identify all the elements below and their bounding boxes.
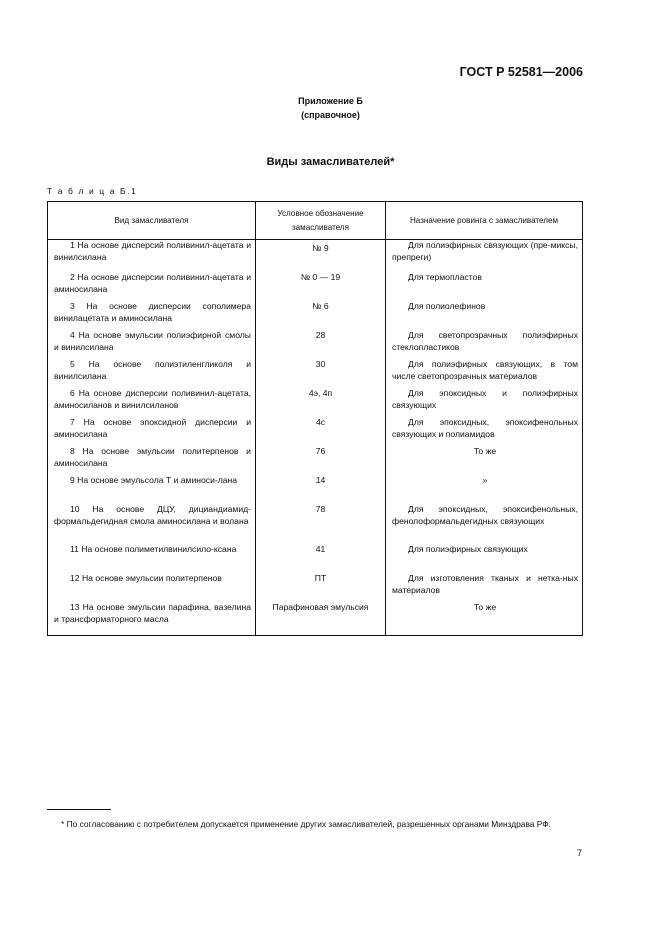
table-row (48, 446, 583, 475)
cell-symbol: Парафиновая эмульсия (256, 602, 386, 636)
table-row (48, 544, 583, 573)
table-row (48, 330, 583, 359)
document-title: Виды замасливателей* (266, 156, 395, 168)
cell-purpose: Для полиэфирных связующих (386, 544, 583, 573)
header-symbol: Условное обозначение замасливателя (256, 202, 386, 240)
cell-symbol: № 0 — 19 (256, 272, 386, 301)
table-row (48, 240, 583, 273)
cell-name: 13 На основе эмульсии парафина, вазелина и трансформаторного масла (48, 602, 256, 636)
cell-name: 12 На основе эмульсии политерпенов (48, 573, 256, 602)
cell-purpose: Для светопрозрачных полиэфирных стеклопластиков (386, 330, 583, 359)
cell-name: 11 На основе полиметилвинилсило-ксана (48, 544, 256, 573)
table-row (48, 301, 583, 330)
appendix-subtitle: (справочное) (301, 110, 360, 120)
table-header-row (48, 202, 583, 240)
cell-purpose: Для термопластов (386, 272, 583, 301)
cell-name: 10 На основе ДЦУ, дициандиамид-формальдегидная смола аминосилана и волана (48, 504, 256, 544)
cell-symbol: ПТ (256, 573, 386, 602)
cell-symbol: 4э, 4п (256, 388, 386, 417)
table-row (48, 573, 583, 602)
cell-name: 6 На основе дисперсии поливинил-ацетата, аминосиланов и винилсиланов (48, 388, 256, 417)
table-row (48, 475, 583, 504)
footnote-divider (47, 809, 111, 810)
cell-purpose: Для изготовления тканых и нетка-ных материалов (386, 573, 583, 602)
table-row (48, 388, 583, 417)
cell-symbol: 4с (256, 417, 386, 446)
standard-code: ГОСТ Р 52581—2006 (459, 65, 583, 79)
cell-symbol: 14 (256, 475, 386, 504)
cell-symbol: 41 (256, 544, 386, 573)
appendix-heading (0, 94, 661, 122)
cell-purpose: То же (386, 602, 583, 636)
cell-purpose: Для эпоксидных, эпоксифенольных связующих и полиамидов (386, 417, 583, 446)
table-row (48, 359, 583, 388)
cell-purpose: Для полиолефинов (386, 301, 583, 330)
cell-name: 9 На основе эмульсола Т и аминоси-лана (48, 475, 256, 504)
cell-purpose: » (386, 475, 583, 504)
appendix-title: Приложение Б (298, 96, 363, 106)
lubricants-table (47, 201, 583, 636)
table-row (48, 602, 583, 636)
cell-purpose: Для эпоксидных, эпоксифенольных, фенолоформальдегидных связующих (386, 504, 583, 544)
cell-name: 4 На основе эмульсии полиэфирной смолы и винилсилана (48, 330, 256, 359)
table-row (48, 417, 583, 446)
cell-symbol: 78 (256, 504, 386, 544)
cell-purpose: То же (386, 446, 583, 475)
cell-purpose: Для полиэфирных связующих (пре-миксы, препреги) (386, 240, 583, 273)
cell-name: 7 На основе эпоксидной дисперсии и аминосилана (48, 417, 256, 446)
cell-symbol: № 9 (256, 240, 386, 273)
footnote: * По согласованию с потребителем допускается применение других замасливателей, разрешенных органами Минздрава РФ. (61, 819, 551, 829)
cell-name: 3 На основе дисперсии сополимера винилацетата и аминосилана (48, 301, 256, 330)
cell-purpose: Для эпоксидных и полиэфирных связующих (386, 388, 583, 417)
cell-name: 1 На основе дисперсий поливинил-ацетата и винилсилана (48, 240, 256, 273)
page-number: 7 (576, 848, 582, 858)
header-name: Вид замасливателя (48, 202, 256, 240)
cell-symbol: 30 (256, 359, 386, 388)
cell-name: 2 На основе дисперсии поливинил-ацетата и аминосилана (48, 272, 256, 301)
cell-purpose: Для полиэфирных связующих, в том числе светопрозрачных материалов (386, 359, 583, 388)
table-label: Т а б л и ц а Б.1 (47, 186, 138, 196)
cell-name: 8 На основе эмульсии политерпенов и аминосилана (48, 446, 256, 475)
cell-symbol: № 6 (256, 301, 386, 330)
cell-symbol: 76 (256, 446, 386, 475)
cell-symbol: 28 (256, 330, 386, 359)
cell-name: 5 На основе полиэтиленгликоля и винилсилана (48, 359, 256, 388)
table-row (48, 272, 583, 301)
header-purpose: Назначение ровинга с замасливателем (386, 202, 583, 240)
table-row (48, 504, 583, 544)
